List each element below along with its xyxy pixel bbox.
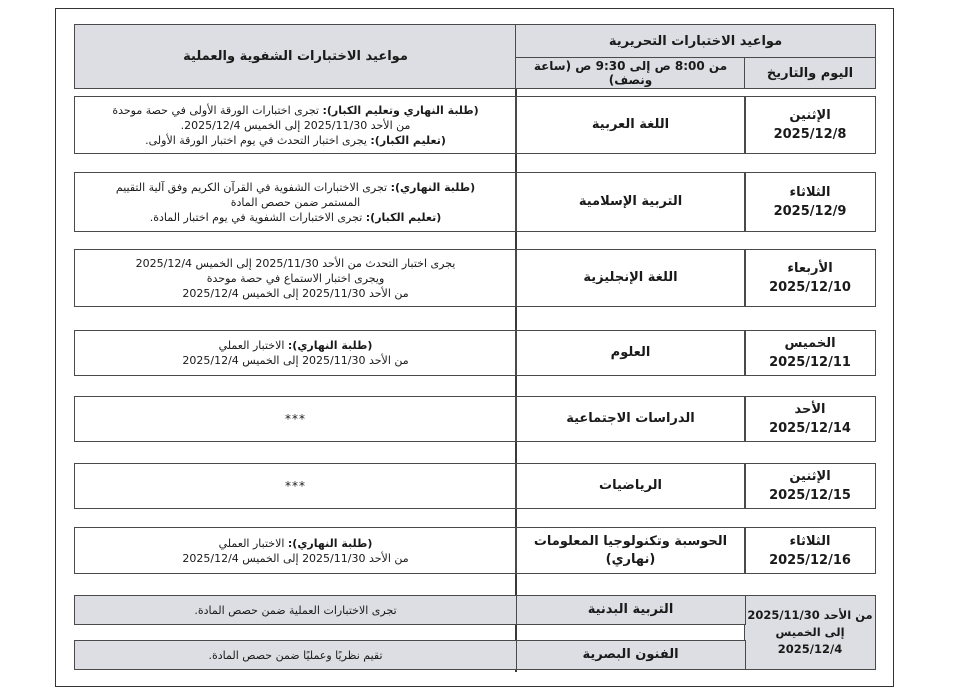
oral-line xyxy=(285,479,306,494)
day-date-cell xyxy=(744,527,876,574)
oral-practical-cell xyxy=(74,527,517,574)
oral-line xyxy=(182,551,408,566)
oral-line-text: المستمر ضمن حصص المادة xyxy=(230,195,361,209)
exam-date: 2025/12/10 xyxy=(769,280,851,295)
student-group-label: (تعليم الكبار): xyxy=(365,210,442,224)
oral-line-text: *** xyxy=(285,411,306,426)
oral-line xyxy=(219,338,373,353)
subject-visual-arts xyxy=(515,640,746,670)
oral-line-text: تجرى الاختبارات الشفوية في يوم اختبار المادة. xyxy=(149,210,366,224)
subject-name: التربية البدنية xyxy=(587,602,674,617)
oral-line xyxy=(207,271,385,286)
oral-line xyxy=(150,210,442,225)
day-date-cell xyxy=(744,396,876,442)
oral-line-text: من الأحد 2025/11/30 إلى الخميس 2025/12/4 xyxy=(182,551,409,565)
oral-practical-cell xyxy=(74,96,517,154)
day-date-cell xyxy=(744,249,876,307)
student-group-label: (طلبة النهاري): xyxy=(287,536,373,550)
oral-line xyxy=(136,256,456,271)
subject-name: العلوم xyxy=(610,345,651,360)
day-date-header-text: اليوم والتاريخ xyxy=(766,65,854,81)
oral-line xyxy=(181,118,411,133)
oral-line xyxy=(285,412,306,427)
oral-line-text: يجرى اختبار التحدث من الأحد 2025/11/30 إلى الخميس 2025/12/4 xyxy=(135,256,456,270)
oral-practical-cell xyxy=(74,172,517,232)
oral-line-text: الاختبار العملي xyxy=(218,536,288,550)
exam-date: 2025/12/15 xyxy=(769,488,851,503)
date-range-start: من الأحد 2025/11/30 xyxy=(747,608,873,622)
oral-line xyxy=(182,353,408,368)
oral-line xyxy=(182,286,408,301)
day-name: الأحد xyxy=(794,402,826,417)
written-exams-header xyxy=(515,24,876,59)
oral-line xyxy=(145,133,446,148)
subject-name: الرياضيات xyxy=(599,478,663,493)
day-name: الخميس xyxy=(784,336,836,351)
oral-practical-cell xyxy=(74,249,517,307)
oral-line-text: *** xyxy=(285,478,306,493)
oral-practical-header-text: مواعيد الاختبارات الشفوية والعملية xyxy=(183,49,408,64)
exam-date: 2025/12/11 xyxy=(769,355,851,370)
oral-practical-cell xyxy=(74,396,517,442)
oral-line xyxy=(112,103,478,118)
day-name: الإثنين xyxy=(789,108,831,123)
day-date-cell xyxy=(744,96,876,154)
day-name: الثلاثاء xyxy=(789,533,831,549)
day-date-cell xyxy=(744,330,876,376)
subject-cell xyxy=(515,96,746,154)
subject-name: اللغة العربية xyxy=(591,117,670,132)
subject-name: الحوسبة وتكنولوجيا المعلومات (نهاري) xyxy=(533,533,728,567)
oral-line-text: من الأحد 2025/11/30 إلى الخميس 2025/12/4 xyxy=(182,354,409,367)
date-range-end: إلى الخميس 2025/12/4 xyxy=(775,625,845,656)
subject-cell xyxy=(515,172,746,232)
exam-date: 2025/12/16 xyxy=(769,552,851,568)
oral-practical-header xyxy=(74,24,517,89)
oral-line-text: من الأحد 2025/11/30 إلى الخميس 2025/12/4 xyxy=(182,286,409,300)
day-name: الإثنين xyxy=(789,469,831,484)
subject-name: الفنون البصرية xyxy=(582,647,679,662)
oral-line xyxy=(116,180,475,195)
oral-line-text: تجرى الاختبارات الشفوية في القرآن الكريم وفق آلية التقييم xyxy=(115,180,391,194)
day-date-header xyxy=(744,57,876,89)
subject-name: الدراسات الاجتماعية xyxy=(566,411,695,426)
day-name: الثلاثاء xyxy=(789,185,831,200)
student-group-label: (طلبة النهاري): xyxy=(390,180,476,194)
subject-cell xyxy=(515,249,746,307)
subject-name: التربية الإسلامية xyxy=(578,194,683,209)
oral-line xyxy=(219,536,373,551)
oral-line-text: الاختبار العملي xyxy=(218,339,288,352)
oral-physical-education xyxy=(74,595,517,625)
day-date-cell xyxy=(744,172,876,232)
bottom-date-range-text xyxy=(745,607,875,658)
oral-line-text: ويجرى اختبار الاستماع في حصة موحدة xyxy=(206,271,385,285)
oral-line xyxy=(231,195,361,210)
time-header xyxy=(515,57,746,89)
bottom-date-range xyxy=(744,595,876,670)
exam-date: 2025/12/9 xyxy=(773,204,847,219)
oral-text: تجرى الاختبارات العملية ضمن حصص المادة. xyxy=(194,603,397,617)
day-name: الأربعاء xyxy=(787,261,833,276)
subject-physical-education xyxy=(515,595,746,625)
subject-cell xyxy=(515,396,746,442)
oral-line-text: تجرى اختبارات الورقة الأولى في حصة موحدة xyxy=(112,103,323,117)
student-group-label: (تعليم الكبار): xyxy=(370,133,446,147)
subject-cell xyxy=(515,330,746,376)
subject-name: اللغة الإنجليزية xyxy=(583,270,678,285)
written-exams-header-text: مواعيد الاختبارات التحريرية xyxy=(608,34,783,49)
oral-practical-cell xyxy=(74,463,517,509)
time-header-text: من 8:00 ص إلى 9:30 ص (ساعة ونصف) xyxy=(533,59,728,87)
exam-date: 2025/12/8 xyxy=(773,127,847,142)
student-group-label: (طلبة النهاري): xyxy=(287,339,373,352)
subject-cell xyxy=(515,463,746,509)
oral-line-text: من الأحد 2025/11/30 إلى الخميس 2025/12/4. xyxy=(180,118,411,132)
oral-practical-cell xyxy=(74,330,517,376)
student-group-label: (طلبة النهاري وتعليم الكبار): xyxy=(322,103,479,117)
oral-text: تقيم نظريًا وعمليًا ضمن حصص المادة. xyxy=(208,648,383,662)
oral-visual-arts xyxy=(74,640,517,670)
exam-date: 2025/12/14 xyxy=(769,421,851,436)
subject-cell xyxy=(515,527,746,574)
oral-line-text: يجرى اختبار التحدث في يوم اختبار الورقة الأولى. xyxy=(145,133,371,147)
day-date-cell xyxy=(744,463,876,509)
